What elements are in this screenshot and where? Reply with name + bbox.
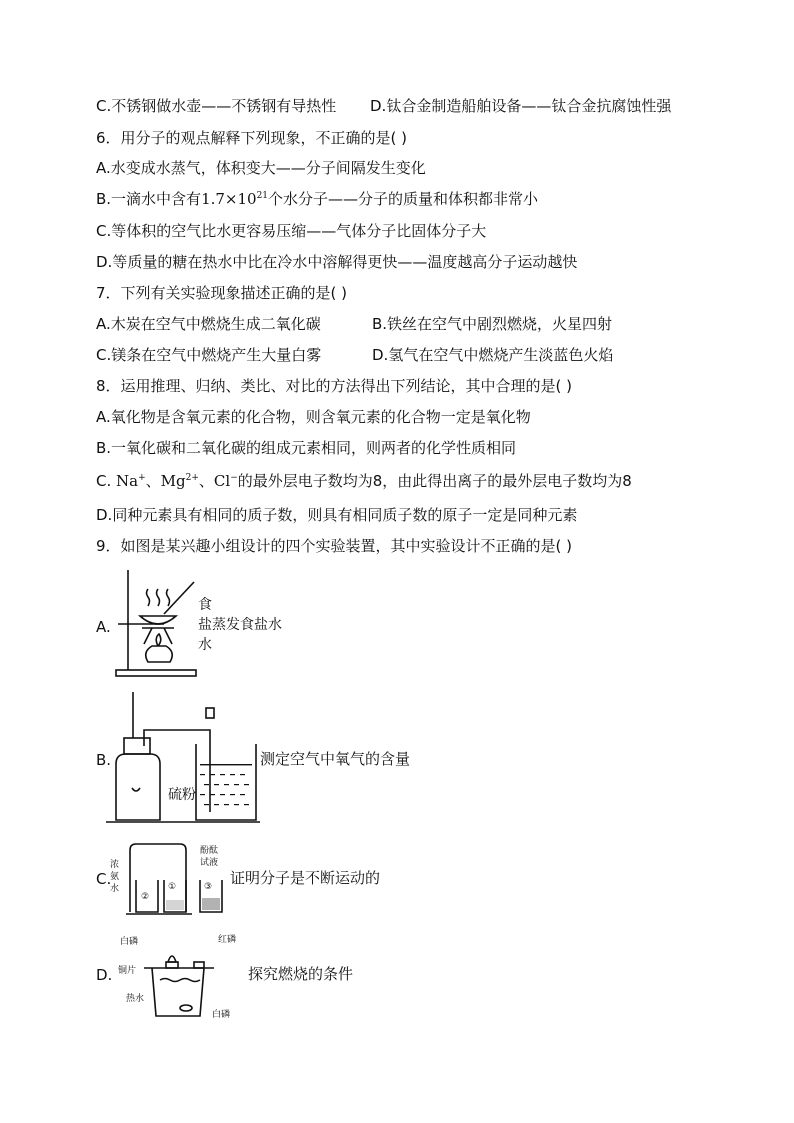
q9-c-letter: C.	[96, 870, 112, 888]
q9-c-left-2: 氨	[110, 872, 120, 882]
q9-d-red-phosphorus: 红磷	[218, 935, 237, 945]
q9-b-letter: B.	[96, 751, 112, 769]
q9-c-top-1: 酚酞	[200, 846, 219, 856]
q7-option-d: D.氢气在空气中燃烧产生淡蓝色火焰	[372, 346, 614, 364]
q5-option-d: D.钛合金制造船舶设备——钛合金抗腐蚀性强	[370, 97, 672, 115]
q9-b-inner-label: 硫粉	[168, 787, 196, 803]
q9-d-copper-sheet: 铜片	[118, 966, 137, 976]
oxygen-measurement-figure	[106, 692, 262, 828]
q9-c-left-3: 水	[110, 884, 120, 894]
combustion-conditions-figure	[140, 940, 220, 1020]
q8-separator-2: 、	[198, 472, 214, 490]
q8-option-c-prefix: C.	[96, 472, 117, 490]
q8-sodium-ion: Na	[116, 472, 139, 490]
q6-option-b-number: 1.7×10	[201, 190, 257, 208]
q9-d-white-phosphorus-top: 白磷	[120, 937, 139, 947]
q8-option-b: B.一氧化碳和二氧化碳的组成元素相同，则两者的化学性质相同	[96, 439, 517, 457]
q8-option-d: D.同种元素具有相同的质子数，则具有相同质子数的原子一定是同种元素	[96, 506, 578, 524]
q9-d-white-phosphorus-bottom: 白磷	[212, 1010, 231, 1020]
tube-clamp	[206, 708, 214, 718]
q8-option-a: A.氧化物是含氧元素的化合物，则含氧元素的化合物一定是氧化物	[96, 408, 531, 426]
q8-option-c	[96, 471, 632, 491]
steam-lines	[147, 589, 170, 606]
combustion-spoon	[132, 788, 140, 791]
q9-stem: 9．如图是某兴趣小组设计的四个实验装置，其中实验设计不正确的是( )	[96, 537, 573, 555]
q9-d-caption: 探究燃烧的条件	[248, 965, 354, 983]
evaporation-apparatus-figure	[112, 566, 200, 682]
q5-option-c: C.不锈钢做水壶——不锈钢有导热性	[96, 97, 337, 115]
lamp-flame	[156, 634, 161, 646]
q6-option-b-prefix: B.一滴水中含有	[96, 190, 202, 208]
water-beaker	[196, 744, 256, 820]
water-surface	[160, 979, 200, 982]
q8-chloride-ion: Cl	[213, 472, 231, 490]
water-dashes	[200, 764, 252, 805]
q8-stem: 8．运用推理、归纳、类比、对比的方法得出下列结论，其中合理的是( )	[96, 377, 573, 395]
q7-option-c: C.镁条在空气中燃烧产生大量白雾	[96, 346, 322, 364]
q9-a-label-2: 盐蒸发食盐水	[198, 617, 282, 633]
q9-d-letter: D.	[96, 966, 113, 984]
stand-base	[116, 670, 196, 676]
q9-c-beaker-3: ③	[204, 882, 213, 892]
q6-option-b	[96, 189, 538, 209]
q8-chloride-charge: −	[230, 473, 238, 483]
q8-sodium-charge: +	[138, 473, 146, 483]
beaker	[152, 968, 204, 1016]
q6-option-b-exponent: 21	[256, 191, 269, 201]
white-phosphorus-bottom	[180, 1005, 192, 1011]
q8-separator-1: 、	[145, 472, 161, 490]
q8-magnesium-charge: 2+	[185, 473, 199, 483]
evaporating-dish	[140, 616, 176, 624]
q9-b-caption: 测定空气中氧气的含量	[260, 750, 411, 768]
q9-a-label-3: 水	[198, 637, 212, 653]
q9-c-left-1: 浓	[110, 860, 120, 870]
gas-collection-bottle	[116, 754, 160, 820]
phosphorus-flame	[168, 956, 176, 962]
white-phosphorus-top	[166, 962, 178, 968]
q9-a-label-1: 食	[198, 597, 212, 613]
q8-magnesium-ion: Mg	[160, 472, 186, 490]
q7-option-a: A.木炭在空气中燃烧生成二氧化碳	[96, 315, 321, 333]
red-phosphorus	[194, 962, 204, 968]
q9-d-hot-water: 热水	[126, 994, 145, 1004]
q6-option-b-suffix: 个水分子——分子的质量和体积都非常小	[268, 190, 539, 208]
q7-stem: 7．下列有关实验现象描述正确的是( )	[96, 284, 348, 302]
q8-option-c-suffix: 的最外层电子数均为8，由此得出离子的最外层电子数均为8	[237, 472, 632, 490]
q6-option-d: D.等质量的糖在热水中比在冷水中溶解得更快——温度越高分子运动越快	[96, 253, 578, 271]
liquid-dots	[166, 898, 220, 910]
q9-a-letter: A.	[96, 618, 111, 636]
q9-c-beaker-1: ①	[168, 882, 177, 892]
q6-option-c: C.等体积的空气比水更容易压缩——气体分子比固体分子大	[96, 222, 487, 240]
q6-option-a: A.水变成水蒸气，体积变大——分子间隔发生变化	[96, 159, 426, 177]
q7-option-b: B.铁丝在空气中剧烈燃烧，火星四射	[372, 315, 613, 333]
bottle-stopper	[124, 738, 150, 754]
alcohol-lamp	[146, 646, 173, 662]
q9-c-beaker-2: ②	[141, 892, 150, 902]
q9-c-caption: 证明分子是不断运动的	[230, 869, 381, 887]
q9-c-top-2: 试液	[200, 858, 219, 868]
q6-stem: 6．用分子的观点解释下列现象，不正确的是( )	[96, 129, 408, 147]
